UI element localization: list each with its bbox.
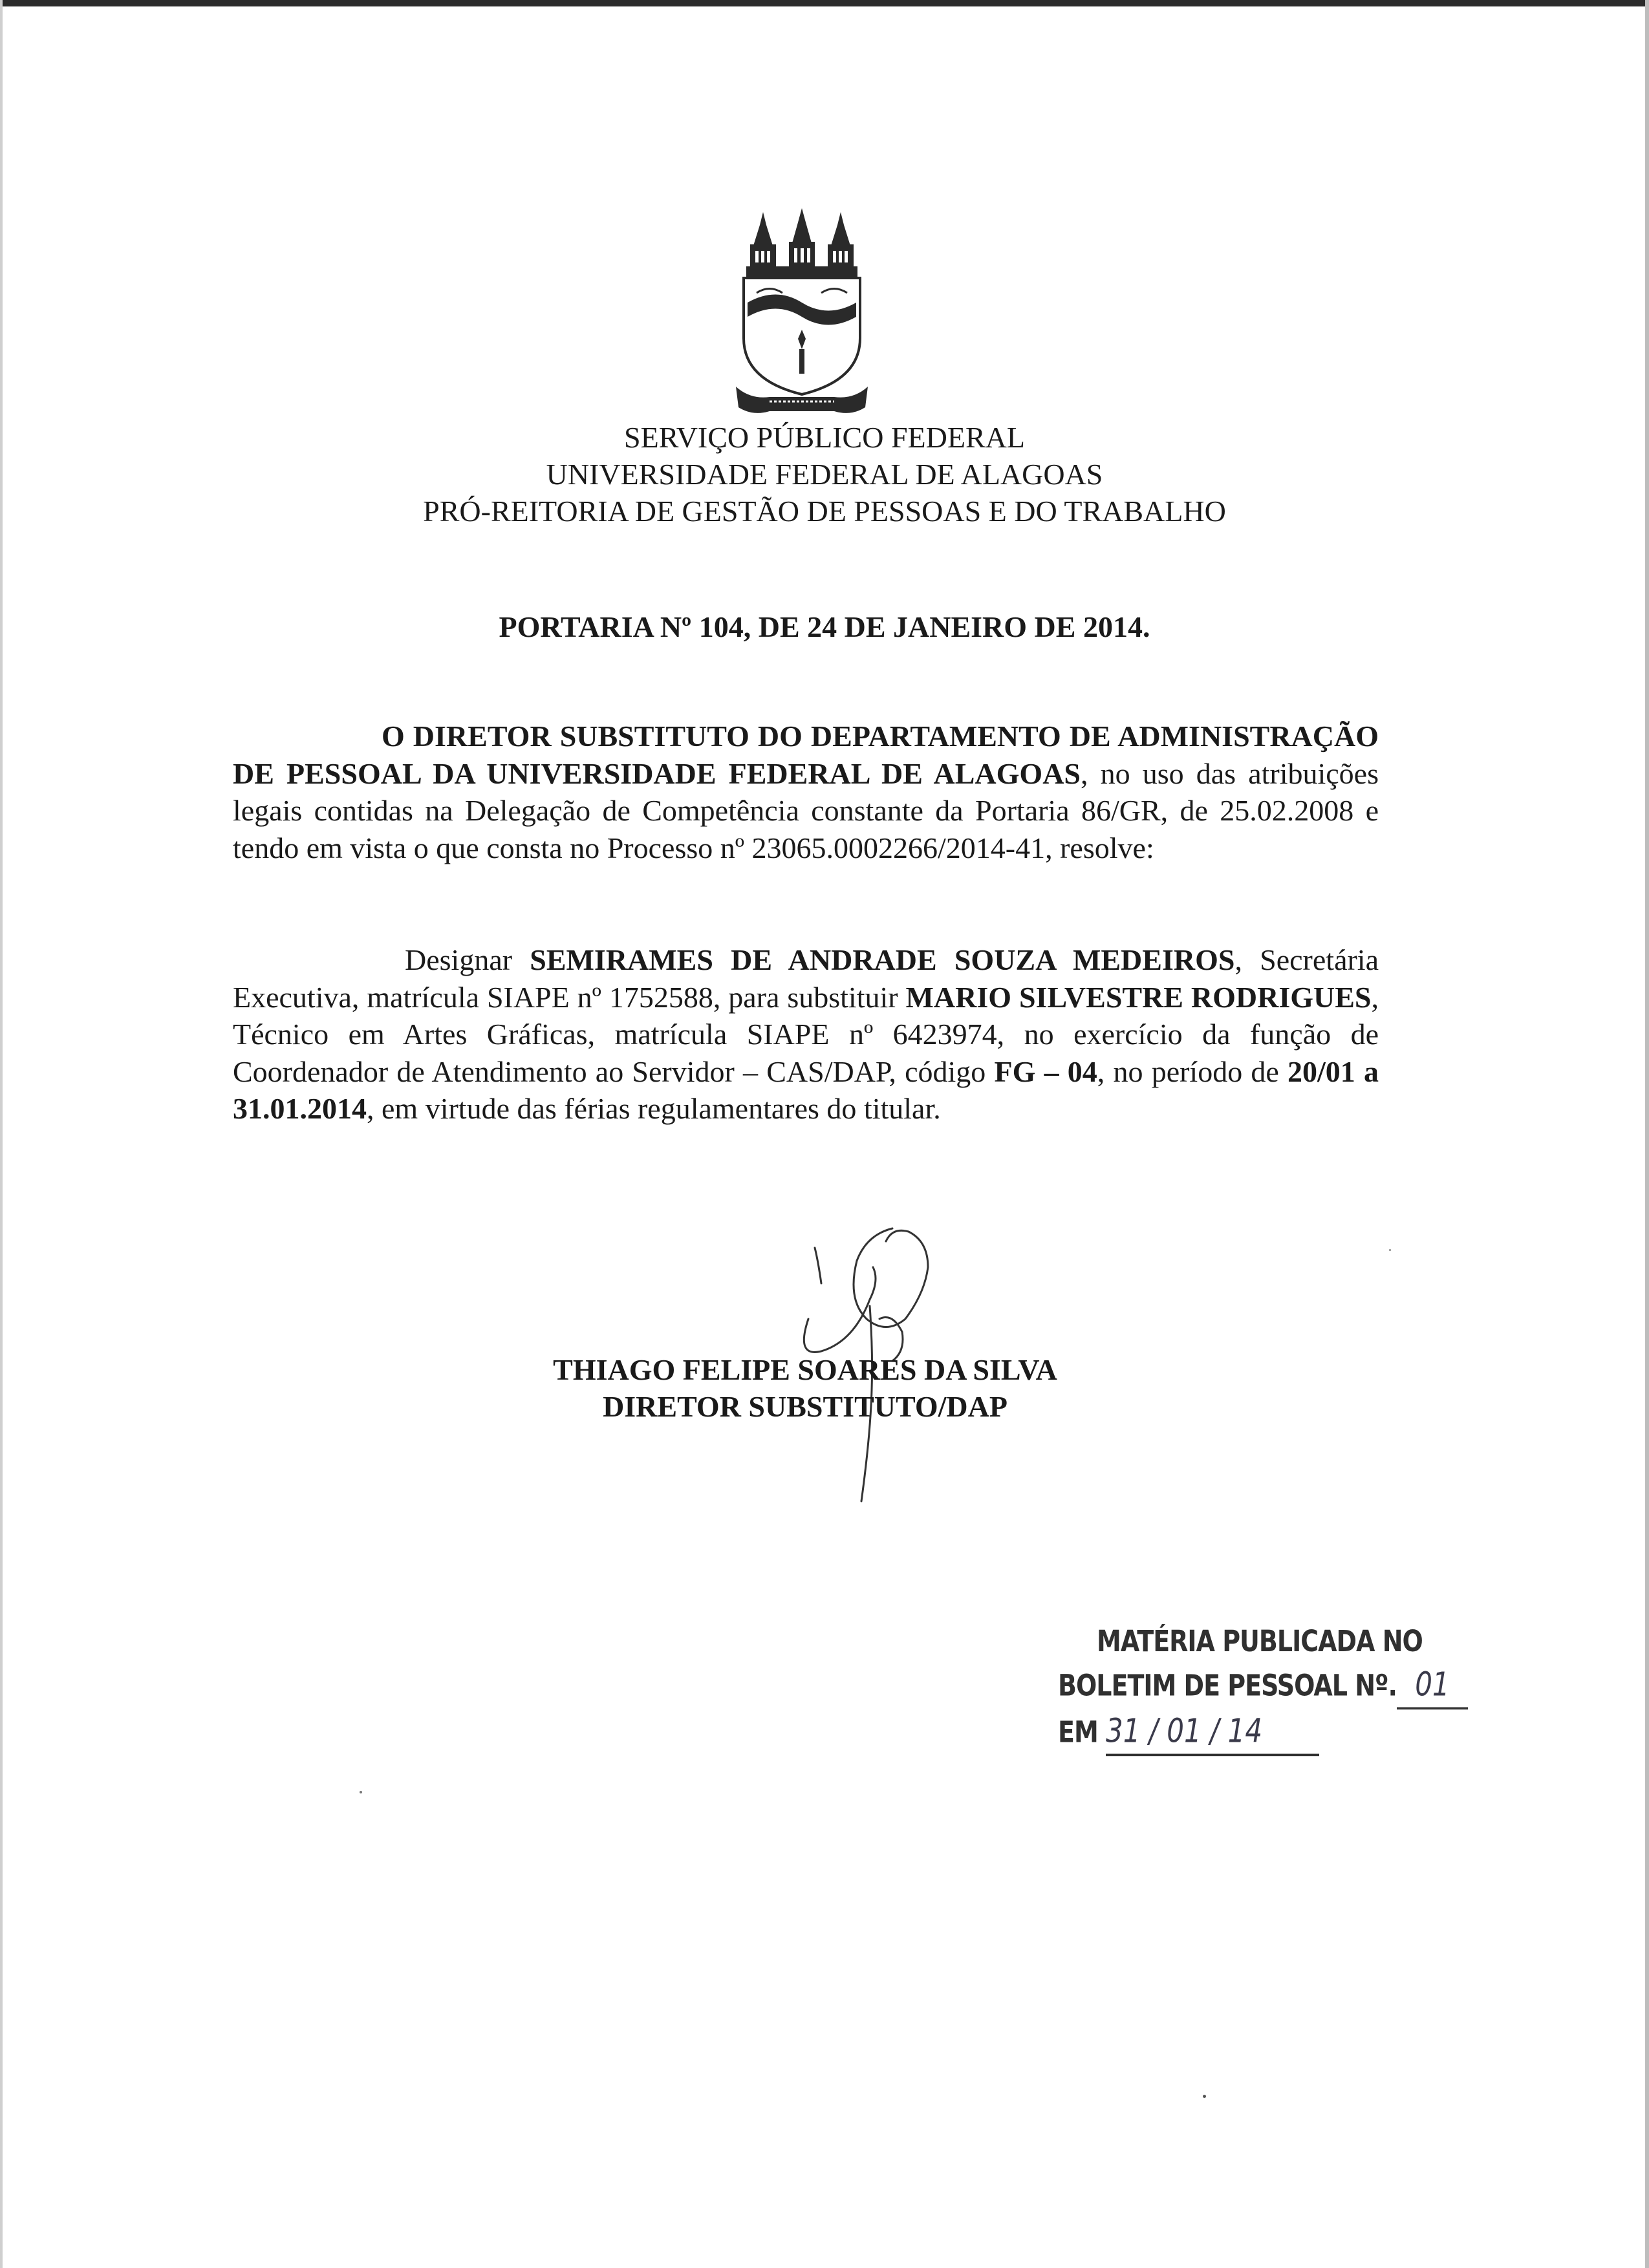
- stamp-line-date: [1058, 1709, 1420, 1756]
- function-code: FG – 04: [994, 1054, 1097, 1088]
- designation-paragraph: [233, 941, 1379, 1128]
- body-text-3: , Técnico em Artes Gráficas, matrícula SIAPE nº 6423974, no exercício da função de Coordenador de Atendimento ao Servidor – CAS/DAP, código: [233, 980, 1379, 1088]
- stamp-date-label: EM: [1058, 1715, 1098, 1749]
- scan-edge-top: [0, 0, 1649, 6]
- scan-edge-left: [0, 0, 3, 2268]
- scan-speck: [360, 1791, 362, 1793]
- stamp-line-bulletin: [1058, 1663, 1450, 1709]
- header-line-service: SERVIÇO PÚBLICO FEDERAL: [624, 421, 1025, 454]
- period: 20/01 a 31.01.2014: [233, 1054, 1379, 1125]
- portaria-title: PORTARIA Nº 104, DE 24 DE JANEIRO DE 2014.: [499, 610, 1150, 643]
- publication-stamp: [1058, 1620, 1450, 1798]
- signer-role: DIRETOR SUBSTITUTO/DAP: [603, 1390, 1008, 1423]
- stamp-date-value: 31 / 01 / 14: [1106, 1711, 1263, 1750]
- body-text-4: , no período de: [1097, 1054, 1288, 1088]
- preamble-paragraph: [233, 718, 1379, 866]
- header-line-university: UNIVERSIDADE FEDERAL DE ALAGOAS: [546, 458, 1103, 491]
- body-text-5: , em virtude das férias regulamentares do titular.: [367, 1092, 941, 1125]
- stamp-line-published: MATÉRIA PUBLICADA NO: [1097, 1624, 1423, 1658]
- body-text-2: , Secretária Executiva, matrícula SIAPE nº 1752588, para substituir: [233, 943, 1379, 1014]
- substituted-name: MARIO SILVESTRE RODRIGUES: [905, 980, 1372, 1014]
- scan-speck: [1203, 2095, 1206, 2098]
- signer-block: [0, 1351, 1610, 1425]
- header-line-pro-rectory: PRÓ-REITORIA DE GESTÃO DE PESSOAS E DO TRABALHO: [423, 495, 1226, 528]
- document-header: [0, 419, 1649, 530]
- stamp-bulletin-number: 01: [1415, 1665, 1450, 1704]
- scan-edge-right: [1645, 0, 1649, 2268]
- preamble-bold-intro: O DIRETOR SUBSTITUTO DO DEPARTAMENTO DE ADMINISTRAÇÃO DE PESSOAL DA UNIVERSIDADE FEDERAL DE ALAGOAS: [233, 720, 1379, 790]
- body-text-1: Designar: [405, 943, 530, 976]
- designee-name: SEMIRAMES DE ANDRADE SOUZA MEDEIROS: [530, 943, 1235, 976]
- stamp-bulletin-label: BOLETIM DE PESSOAL Nº.: [1058, 1668, 1397, 1703]
- scan-speck: [1389, 1249, 1391, 1251]
- signer-name: THIAGO FELIPE SOARES DA SILVA: [553, 1353, 1057, 1386]
- preamble-text: , no uso das atribuições legais contidas na Delegação de Competência constante da Portaria 86/GR, de 25.02.2008 e tendo em vista o que consta no Processo nº 23065.0002266/2014-41, resolve:: [233, 756, 1379, 864]
- university-crest-icon: [731, 206, 873, 419]
